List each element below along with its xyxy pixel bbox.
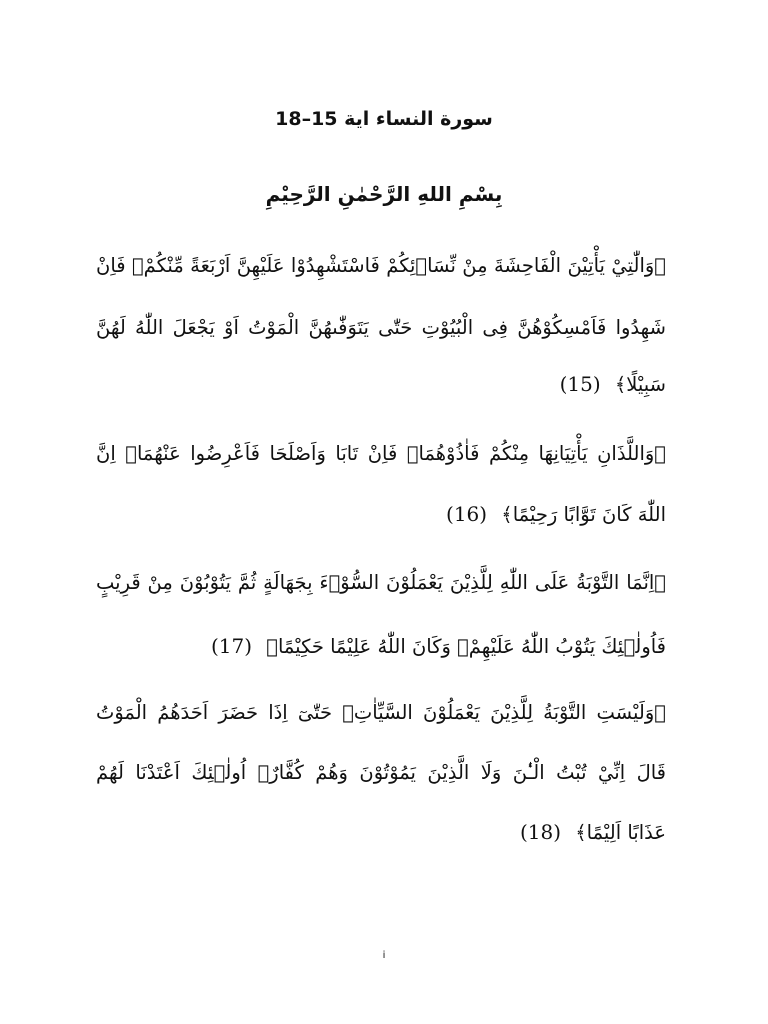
verse-16-line-2 xyxy=(96,504,666,525)
verse-16-number: (16) xyxy=(446,502,488,526)
verse-18-text-end: عَذَابًا اَلِيْمًا﴾ xyxy=(575,821,666,844)
basmala-heading: بِسْمِ اللهِ الرَّحْمٰنِ الرَّحِيْمِ xyxy=(265,182,503,206)
verse-17-line-2 xyxy=(96,636,666,657)
verse-17-line-1: ﴿اِنَّمَا التَّوْبَةُ عَلَى اللّٰهِ لِلَّذِيْنَ يَعْمَلُوْنَ السُّوْۤءَ بِجَهَالَةٍ ثُمَّ يَتُوْبُوْنَ مِنْ قَرِيْبٍ xyxy=(96,571,666,594)
verse-18-number: (18) xyxy=(519,820,562,844)
page-title: سورة النساء اية 15–18 xyxy=(275,108,493,130)
page-number: i xyxy=(382,950,386,961)
verse-16-text-end: اللّٰهَ كَانَ تَوَّابًا رَحِيْمًا﴾ xyxy=(501,503,666,526)
verse-15-number: (15) xyxy=(559,372,601,396)
verse-16-line-1: ﴿وَاللَّذَانِ يَأْتِيَانِهَا مِنْكُمْ فَاٰذُوْهُمَاۚ فَاِنْ تَابَا وَاَصْلَحَا فَاَعْرِضُوا عَنْهُمَاۗ اِنَّ xyxy=(96,442,666,465)
verse-18-line-2: قَالَ اِنِّيْ تُبْتُ الْـٰٔنَ وَلَا الَّذِيْنَ يَمُوْتُوْنَ وَهُمْ كُفَّارٌۗ اُولٰۤئِكَ اَعْتَدْنَا لَهُمْ xyxy=(96,761,666,784)
verse-17-number: (17) xyxy=(211,634,253,658)
verse-18-line-3 xyxy=(96,822,666,843)
verse-18-line-1: ﴿وَلَيْسَتِ التَّوْبَةُ لِلَّذِيْنَ يَعْمَلُوْنَ السَّيِّاٰتِۚ حَتّٰىٓ اِذَا حَضَرَ اَحَدَهُمُ الْمَوْتُ xyxy=(96,701,666,724)
verse-15-line-3 xyxy=(96,374,666,395)
verse-15-text-end: سَبِيْلًا﴾ xyxy=(614,373,666,396)
verse-15-line-1: ﴿وَالّٰتِيْ يَأْتِيْنَ الْفَاحِشَةَ مِنْ نِّسَاۤئِكُمْ فَاسْتَشْهِدُوْا عَلَيْهِنَّ اَرْبَعَةً مِّنْكُمْۚ فَاِنْ xyxy=(96,254,666,277)
verse-17-text-end: فَاُولٰۤئِكَ يَتُوْبُ اللّٰهُ عَلَيْهِمْۗ وَكَانَ اللّٰهُ عَلِيْمًا حَكِيْمًا﴾ xyxy=(266,635,666,658)
verse-15-line-2: شَهِدُوا فَاَمْسِكُوْهُنَّ فِى الْبُيُوْتِ حَتّٰى يَتَوَفّٰىهُنَّ الْمَوْتُ اَوْ يَجْعَلَ اللّٰهُ لَهُنَّ xyxy=(96,316,666,339)
